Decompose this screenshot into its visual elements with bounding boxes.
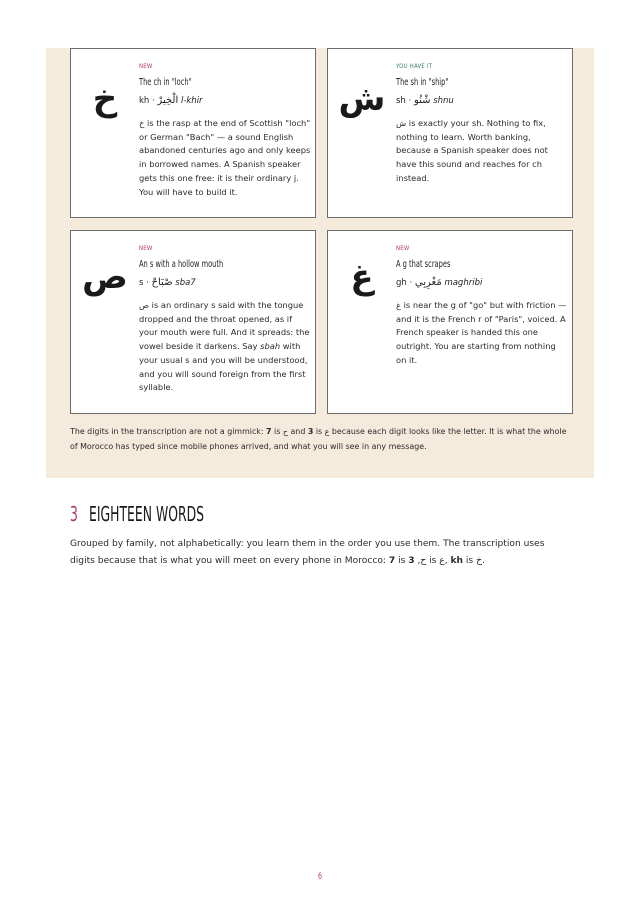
transcription-note bbox=[70, 424, 570, 454]
section-intro bbox=[70, 536, 570, 570]
card-title: A g that scrapes bbox=[396, 259, 451, 270]
intro-text: is ح, bbox=[395, 556, 427, 566]
sound-card-s bbox=[70, 230, 316, 414]
sounds-panel bbox=[46, 48, 594, 478]
arabic-word: شْنُو bbox=[413, 95, 431, 106]
body-emphasis: sbah bbox=[260, 341, 281, 352]
letter-glyph: ص bbox=[82, 257, 128, 297]
intro-digit: kh bbox=[450, 556, 464, 566]
page-number: 6 bbox=[317, 872, 323, 882]
sound-card-sh bbox=[327, 48, 573, 218]
arabic-word: الْخِيرْ bbox=[157, 95, 179, 106]
note-text: is ح and bbox=[271, 427, 308, 436]
note-digit: 3 bbox=[307, 427, 314, 436]
card-tag: NEW bbox=[139, 63, 153, 70]
card-transliteration: kh · الْخِيرْ l-khir bbox=[139, 95, 203, 106]
intro-text: is خ. bbox=[463, 556, 485, 566]
translit-code: s bbox=[139, 278, 144, 288]
latin-word: shnu bbox=[433, 96, 454, 106]
card-body bbox=[139, 299, 311, 395]
letter-glyph: غ bbox=[350, 257, 374, 297]
intro-text: is ع, bbox=[426, 556, 451, 566]
card-tag: YOU HAVE IT bbox=[396, 63, 433, 70]
body-text: with your usual s and you will be understood, and you will sound foreign from the first syllable. bbox=[139, 341, 308, 393]
section-heading bbox=[70, 502, 204, 526]
intro-text: Grouped by family, not alphabetically: you learn them in the order you use them. The transcription uses digits because that is what you will meet on every phone in Morocco: bbox=[70, 539, 545, 566]
card-body: ش is exactly your sh. Nothing to fix, nothing to learn. Worth banking, because a Spanish speaker does not have this sound and reaches for ch instead. bbox=[396, 118, 548, 183]
latin-word: l-khir bbox=[180, 96, 203, 106]
sound-card-kh bbox=[70, 48, 316, 218]
letter-glyph: ش bbox=[338, 79, 386, 119]
card-title: The ch in "loch" bbox=[139, 77, 192, 88]
latin-word: maghribi bbox=[444, 278, 483, 288]
arabic-word: صْبَاحْ bbox=[151, 277, 173, 288]
intro-digit: 3 bbox=[408, 556, 415, 566]
note-text: The digits in the transcription are not a gimmick: bbox=[70, 427, 267, 436]
card-tag: NEW bbox=[139, 245, 153, 252]
section-title: EIGHTEEN WORDS bbox=[89, 502, 204, 526]
card-transliteration: sh · شْنُو shnu bbox=[396, 95, 454, 106]
card-transliteration: s · صْبَاحْ sba7 bbox=[139, 277, 196, 288]
body-text: ص is an ordinary s said with the tongue dropped and the throat opened, as if your mouth were full. And it spreads: the vowel beside it darkens. Say bbox=[139, 300, 310, 352]
letter-glyph: خ bbox=[92, 79, 118, 119]
latin-word: sba7 bbox=[175, 278, 196, 288]
sound-card-gh bbox=[327, 230, 573, 414]
card-title: The sh in "ship" bbox=[396, 77, 449, 88]
arabic-word: مَغْرِبِي bbox=[414, 277, 442, 288]
intro-digit: 7 bbox=[388, 556, 396, 566]
note-digit: 7 bbox=[266, 427, 272, 436]
translit-code: kh bbox=[139, 96, 150, 106]
card-title: An s with a hollow mouth bbox=[139, 259, 224, 270]
translit-code: sh bbox=[396, 96, 406, 106]
card-body: خ is the rasp at the end of Scottish "loch" or German "Bach" — a sound English abandoned centuries ago and only keeps in borrowed names. A Spanish speaker gets this one free: it is their ordinary j. You will have to build it. bbox=[139, 118, 311, 197]
note-text: is ع because each digit looks like the letter. It is what the whole of Morocco has typed since mobile phones arrived, and what you will see in any message. bbox=[70, 427, 567, 451]
card-body: غ is near the g of "go" but with friction — and it is the French r of "Paris", voiced. A French speaker is handed this one outright. You are starting from nothing on it. bbox=[396, 300, 567, 365]
translit-code: gh bbox=[396, 278, 407, 288]
card-transliteration: gh · مَغْرِبِي maghribi bbox=[396, 277, 483, 288]
card-tag: NEW bbox=[396, 245, 410, 252]
section-number: 3 bbox=[70, 502, 78, 526]
